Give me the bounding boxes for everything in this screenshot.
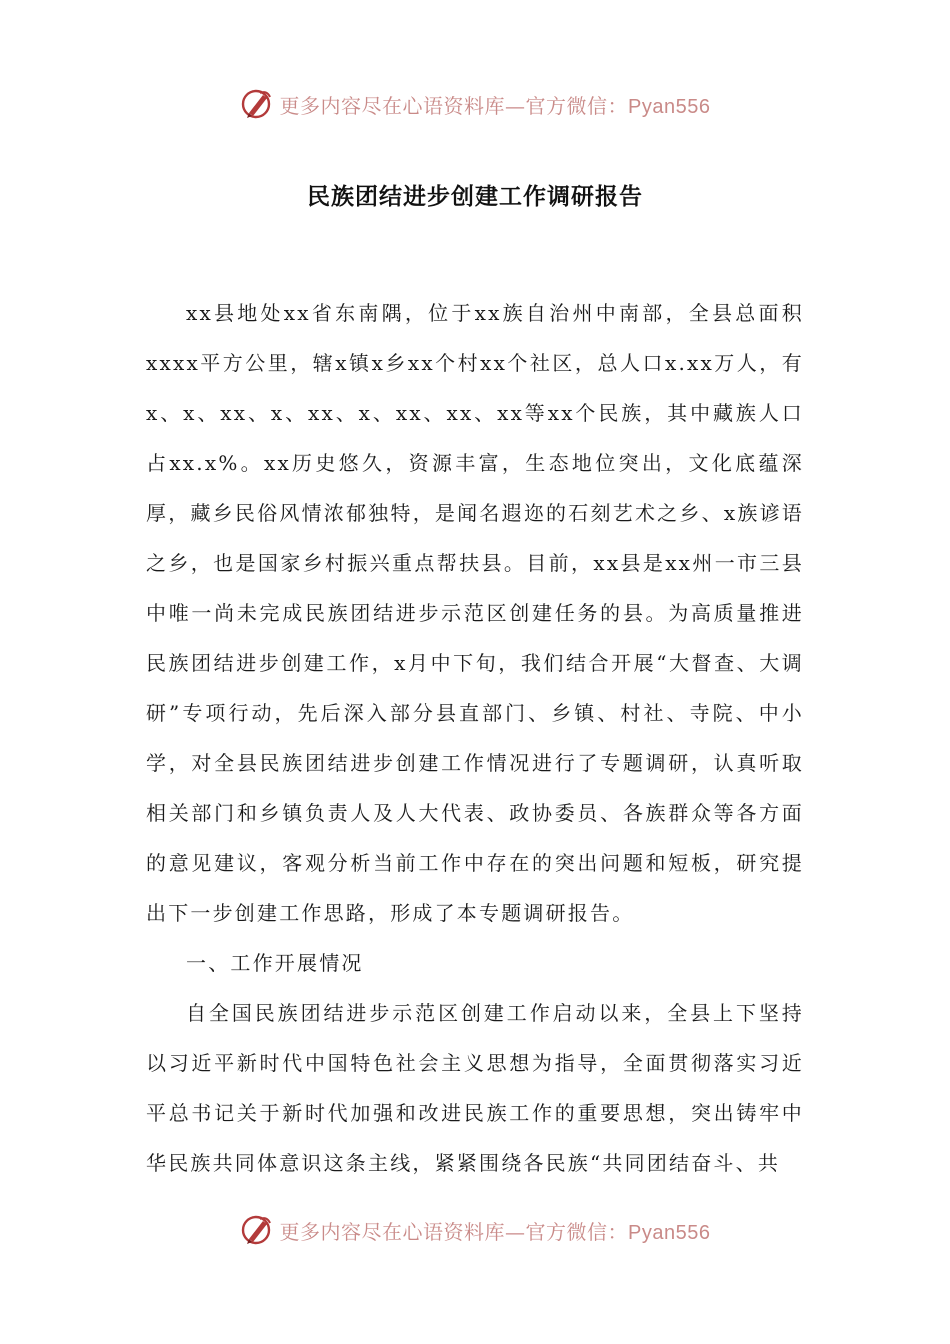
pen-logo-icon [240, 1213, 274, 1247]
watermark-text: 更多内容尽在心语资料库—官方微信：Pyan556 [279, 1219, 711, 1244]
watermark-banner-top [0, 84, 950, 124]
document-body [146, 288, 804, 1188]
paragraph-section-one: 自全国民族团结进步示范区创建工作启动以来，全县上下坚持以习近平新时代中国特色社会主义思想为指导，全面贯彻落实习近平总书记关于新时代加强和改进民族工作的重要思想，突出铸牢中华民族共同体意识这条主线，紧紧围绕各民族“共同团结奋斗、共 [146, 1001, 804, 1175]
paragraph-intro: xx县地处xx省东南隅，位于xx族自治州中南部，全县总面积xxxx平方公里，辖x镇x乡xx个村xx个社区，总人口x.xx万人，有x、x、xx、x、xx、x、xx、xx、xx等xx个民族，其中藏族人口占xx.x%。xx历史悠久，资源丰富，生态地位突出，文化底蕴深厚，藏乡民俗风情浓郁独特，是闻名遐迩的石刻艺术之乡、x族谚语之乡，也是国家乡村振兴重点帮扶县。目前，xx县是xx州一市三县中唯一尚未完成民族团结进步示范区创建任务的县。为高质量推进民族团结进步创建工作，x月中下旬，我们结合开展“大督查、大调研”专项行动，先后深入部分县直部门、乡镇、村社、寺院、中小学，对全县民族团结进步创建工作情况进行了专题调研，认真听取相关部门和乡镇负责人及人大代表、政协委员、各族群众等各方面的意见建议，客观分析当前工作中存在的突出问题和短板，研究提出下一步创建工作思路，形成了本专题调研报告。 [146, 301, 804, 925]
pen-logo-icon [240, 87, 274, 121]
watermark-text: 更多内容尽在心语资料库—官方微信：Pyan556 [279, 93, 711, 118]
watermark-id: Pyan556 [628, 95, 711, 118]
watermark-banner-bottom [0, 1210, 950, 1250]
watermark-id: Pyan556 [628, 1221, 711, 1244]
page-title: 民族团结进步创建工作调研报告 [307, 184, 643, 210]
section-heading: 一、工作开展情况 [186, 951, 364, 975]
